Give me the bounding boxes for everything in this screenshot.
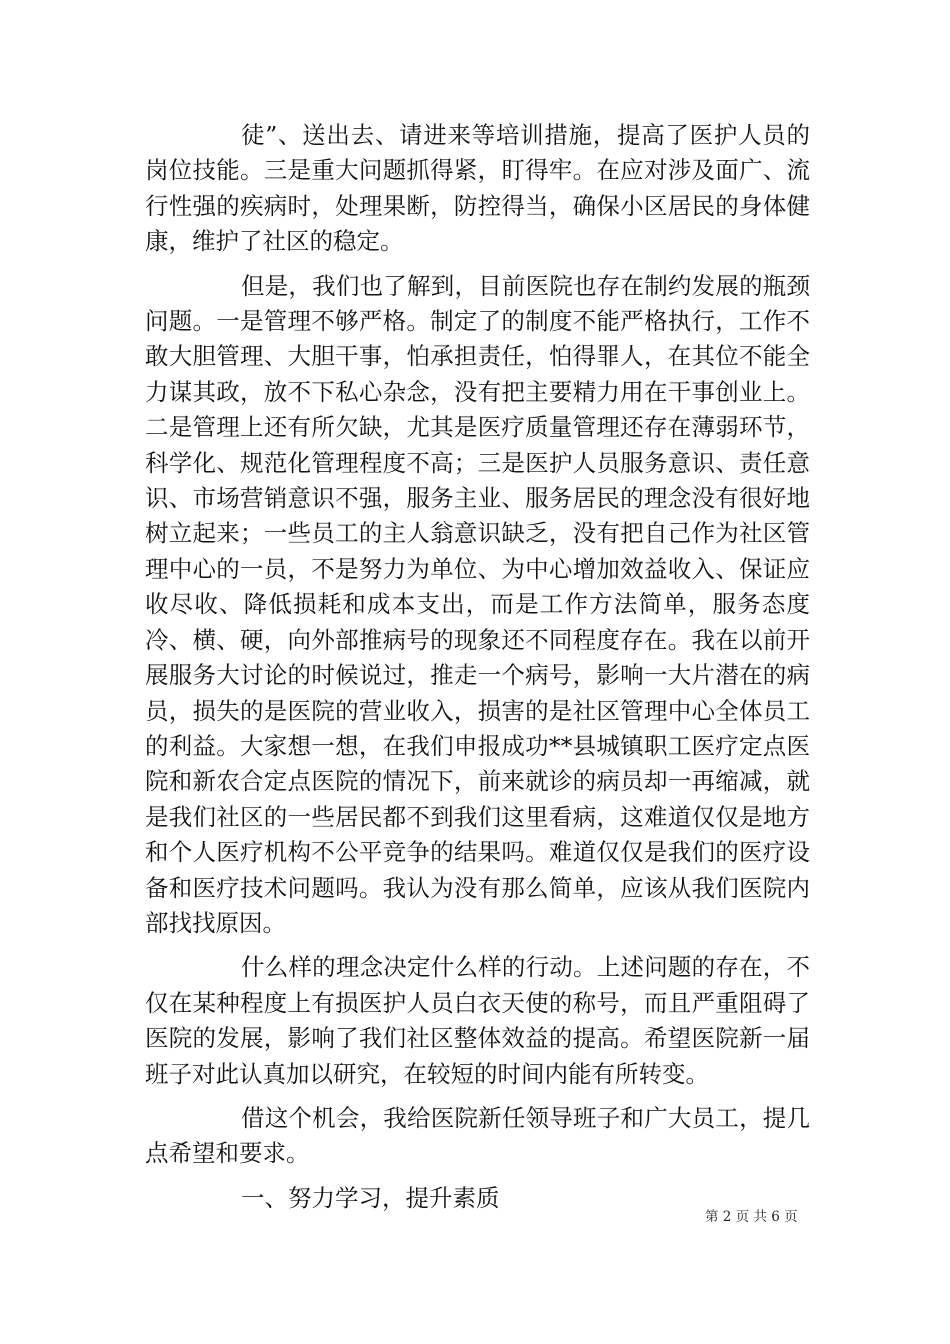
paragraph-philosophy: 什么样的理念决定什么样的行动。上述问题的存在，不仅在某种程度上有损医护人员白衣天使的称号，而且严重阻碍了医院的发展，影响了我们社区整体效益的提高。希望医院新一届班子对此认真加以研究，在较短的时间内能有所转变。 [145, 953, 810, 1088]
section-heading: 一、努力学习，提升素质 [241, 1183, 500, 1212]
page-number-footer: 第 2 页 共 6 页 [705, 1209, 798, 1225]
paragraph-continuation: 徒”、送出去、请进来等培训措施，提高了医护人员的岗位技能。三是重大问题抓得紧，盯得牢。在应对涉及面广、流行性强的疾病时，处理果断，防控得当，确保小区居民的身体健康，维护了社区的稳定。 [145, 121, 810, 256]
paragraph-requests: 借这个机会，我给医院新任领导班子和广大员工，提几点希望和要求。 [145, 1103, 810, 1168]
document-body [145, 118, 810, 1216]
paragraph-problems: 但是，我们也了解到，目前医院也存在制约发展的瓶颈问题。一是管理不够严格。制定了的制度不能严格执行，工作不敢大胆管理、大胆干事，怕承担责任，怕得罪人，在其位不能全力谋其政，放不下私心杂念，没有把主要精力用在干事创业上。二是管理上还有所欠缺，尤其是医疗质量管理还存在薄弱环节，科学化、规范化管理程度不高；三是医护人员服务意识、责任意识、市场营销意识不强，服务主业、服务居民的理念没有很好地树立起来；一些员工的主人翁意识缺乏，没有把自己作为社区管理中心的一员，不是努力为单位、为中心增加效益收入、保证应收尽收、降低损耗和成本支出，而是工作方法简单，服务态度冷、横、硬，向外部推病号的现象还不同程度存在。我在以前开展服务大讨论的时候说过，推走一个病号，影响一大片潜在的病员，损失的是医院的营业收入，损害的是社区管理中心全体员工的利益。大家想一想，在我们申报成功**县城镇职工医疗定点医院和新农合定点医院的情况下，前来就诊的病员却一再缩减，就是我们社区的一些居民都不到我们这里看病，这难道仅仅是地方和个人医疗机构不公平竞争的结果吗。难道仅仅是我们的医疗设备和医疗技术问题吗。我认为没有那么简单，应该从我们医院内部找找原因。 [145, 271, 810, 937]
